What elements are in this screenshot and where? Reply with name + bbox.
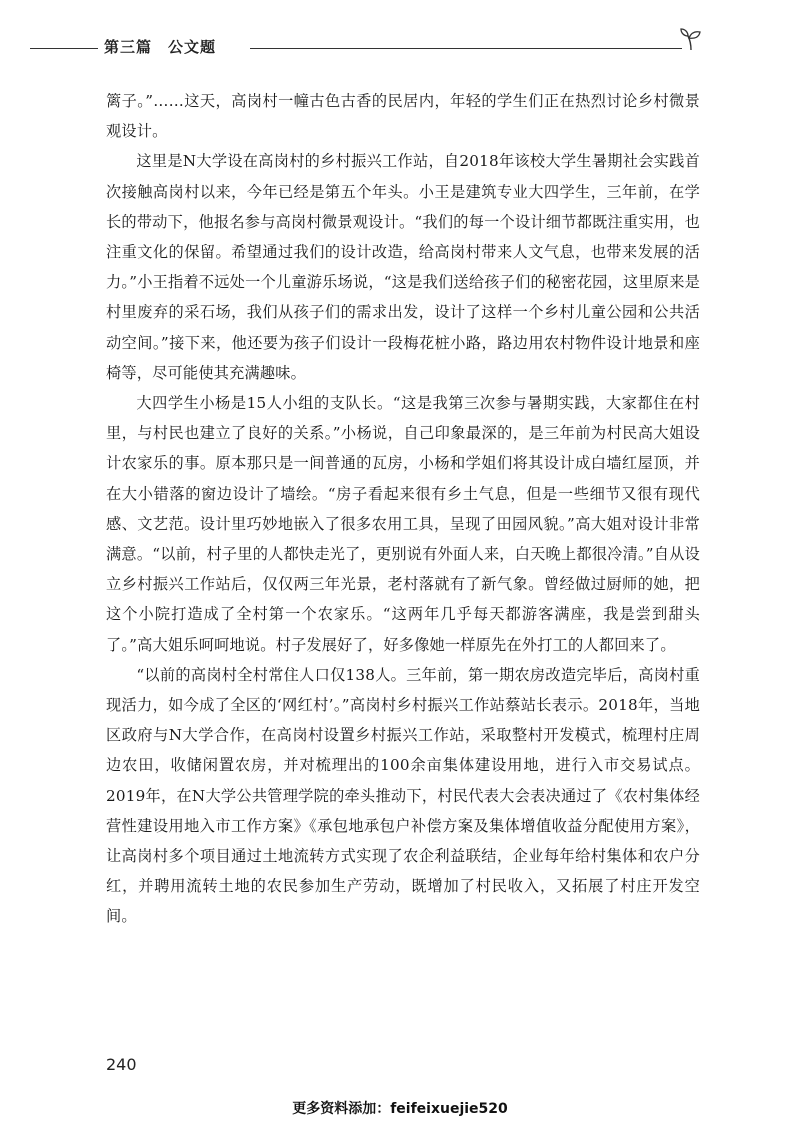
body-text — [106, 86, 700, 932]
header-rule-right — [250, 48, 682, 49]
page-number: 240 — [106, 1055, 137, 1074]
page-header — [0, 22, 800, 62]
header-rule-left — [30, 48, 98, 49]
paragraph-3: 大四学生小杨是15人小组的支队长。“这是我第三次参与暑期实践，大家都住在村里，与村民也建立了良好的关系。”小杨说，自己印象最深的，是三年前为村民高大姐设计农家乐的事。原本那只是一间普通的瓦房，小杨和学姐们将其设计成白墙红屋顶，并在大小错落的窗边设计了墙绘。“房子看起来很有乡土气息，但是一些细节又很有现代感、文艺范。设计里巧妙地嵌入了很多农用工具，呈现了田园风貌。”高大姐对设计非常满意。“以前，村子里的人都快走光了，更别说有外面人来，白天晚上都很冷清。”自从设立乡村振兴工作站后，仅仅两三年光景，老村落就有了新气象。曾经做过厨师的她，把这个小院打造成了全村第一个农家乐。“这两年几乎每天都游客满座，我是尝到甜头了。”高大姐乐呵呵地说。村子发展好了，好多像她一样原先在外打工的人都回来了。 — [106, 394, 700, 654]
section-title: 第三篇 公文题 — [104, 38, 217, 56]
sprout-icon — [678, 26, 704, 52]
footer-note: 更多资料添加：feifeixuejie520 — [292, 1101, 508, 1117]
paragraph-4: “以前的高岗村全村常住人口仅138人。三年前，第一期农房改造完毕后，高岗村重现活力，如今成了全区的‘网红村’。”高岗村乡村振兴工作站蔡站长表示。2018年，当地区政府与N大学合作，在高岗村设置乡村振兴工作站，采取整村开发模式，梳理村庄周边农田，收储闲置农房，并对梳理出的100余亩集体建设用地，进行入市交易试点。2019年，在N大学公共管理学院的牵头推动下，村民代表大会表决通过了《农村集体经营性建设用地入市工作方案》《承包地承包户补偿方案及集体增值收益分配使用方案》，让高岗村多个项目通过土地流转方式实现了农企利益联结，企业每年给村集体和农户分红，并聘用流转土地的农民参加生产劳动，既增加了村民收入，又拓展了村庄开发空间。 — [106, 665, 700, 926]
paragraph-2: 这里是N大学设在高岗村的乡村振兴工作站，自2018年该校大学生暑期社会实践首次接触高岗村以来，今年已经是第五个年头。小王是建筑专业大四学生，三年前，在学长的带动下，他报名参与高岗村微景观设计。“我们的每一个设计细节都既注重实用，也注重文化的保留。希望通过我们的设计改造，给高岗村带来人文气息，也带来发展的活力。”小王指着不远处一个儿童游乐场说，“这是我们送给孩子们的秘密花园，这里原来是村里废弃的采石场，我们从孩子们的需求出发，设计了这样一个乡村儿童公园和公共活动空间。”接下来，他还要为孩子们设计一段梅花桩小路，路边用农村物件设计地景和座椅等，尽可能使其充满趣味。 — [106, 152, 700, 382]
paragraph-1: 篱子。”……这天，高岗村一幢古色古香的民居内，年轻的学生们正在热烈讨论乡村微景观设计。 — [106, 92, 700, 141]
